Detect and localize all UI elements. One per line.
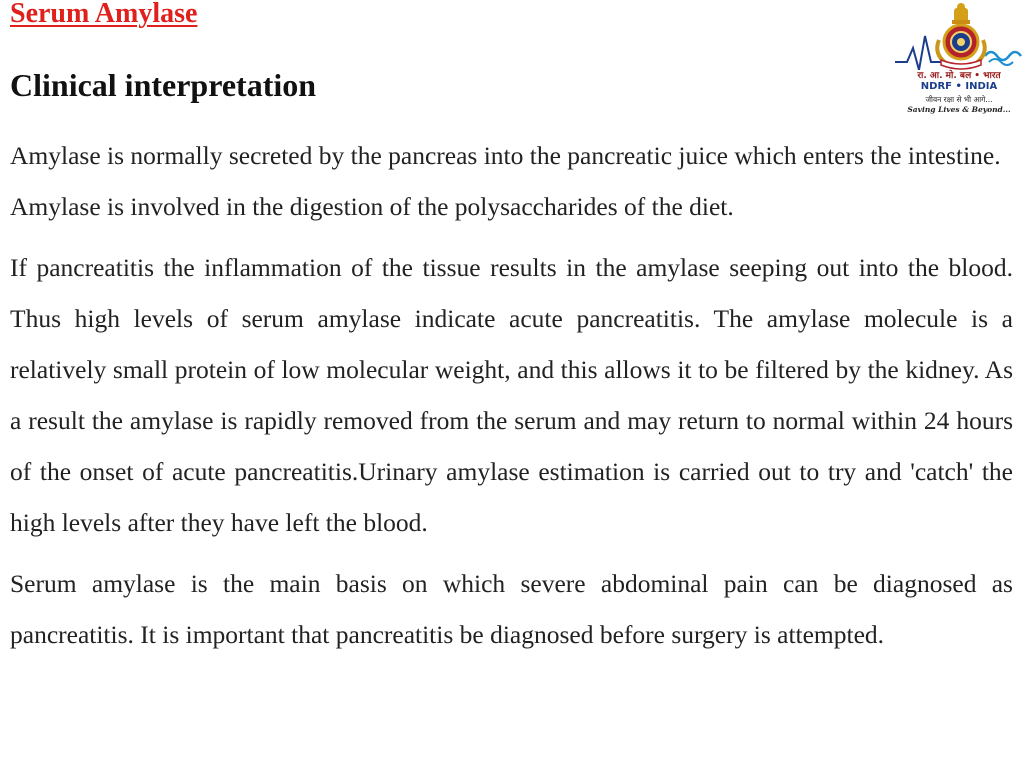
slide-title: Serum Amylase bbox=[10, 0, 198, 29]
logo-hindi-name: रा. आ. मो. बल • भारत bbox=[917, 71, 1001, 81]
section-heading: Clinical interpretation bbox=[10, 67, 317, 103]
ndrf-emblem-icon bbox=[893, 0, 1024, 70]
paragraph-2: If pancreatitis the inflammation of the tissue results in the amylase seeping out into the blood. Thus high levels of serum amylase indicate acute pancreatitis. The amylase molecule is a relatively small protein of low molecular weight, and this allows it to be filtered by the kidney. As a result the amylase is rapidly removed from the serum and may return to normal within 24 hours of the onset of acute pancreatitis.Urinary amylase estimation is carried out to try and 'catch' the high levels after they have left the blood. bbox=[10, 253, 1013, 537]
paragraph-1: Amylase is normally secreted by the pancreas into the pancreatic juice which enters the intestine. Amylase is involved in the digestion of the polysaccharides of the diet. bbox=[10, 141, 1001, 221]
logo-motto-hindi: जीवन रक्षा से भी आगे... bbox=[925, 95, 993, 104]
ndrf-logo bbox=[893, 0, 1024, 118]
slide-body bbox=[10, 130, 1013, 670]
logo-motto-english: Saving Lives & Beyond... bbox=[907, 105, 1011, 114]
logo-english-name: NDRF • INDIA bbox=[920, 81, 998, 92]
paragraph-3: Serum amylase is the main basis on which severe abdominal pain can be diagnosed as pancreatitis. It is important that pancreatitis be diagnosed before surgery is attempted. bbox=[10, 569, 1013, 649]
